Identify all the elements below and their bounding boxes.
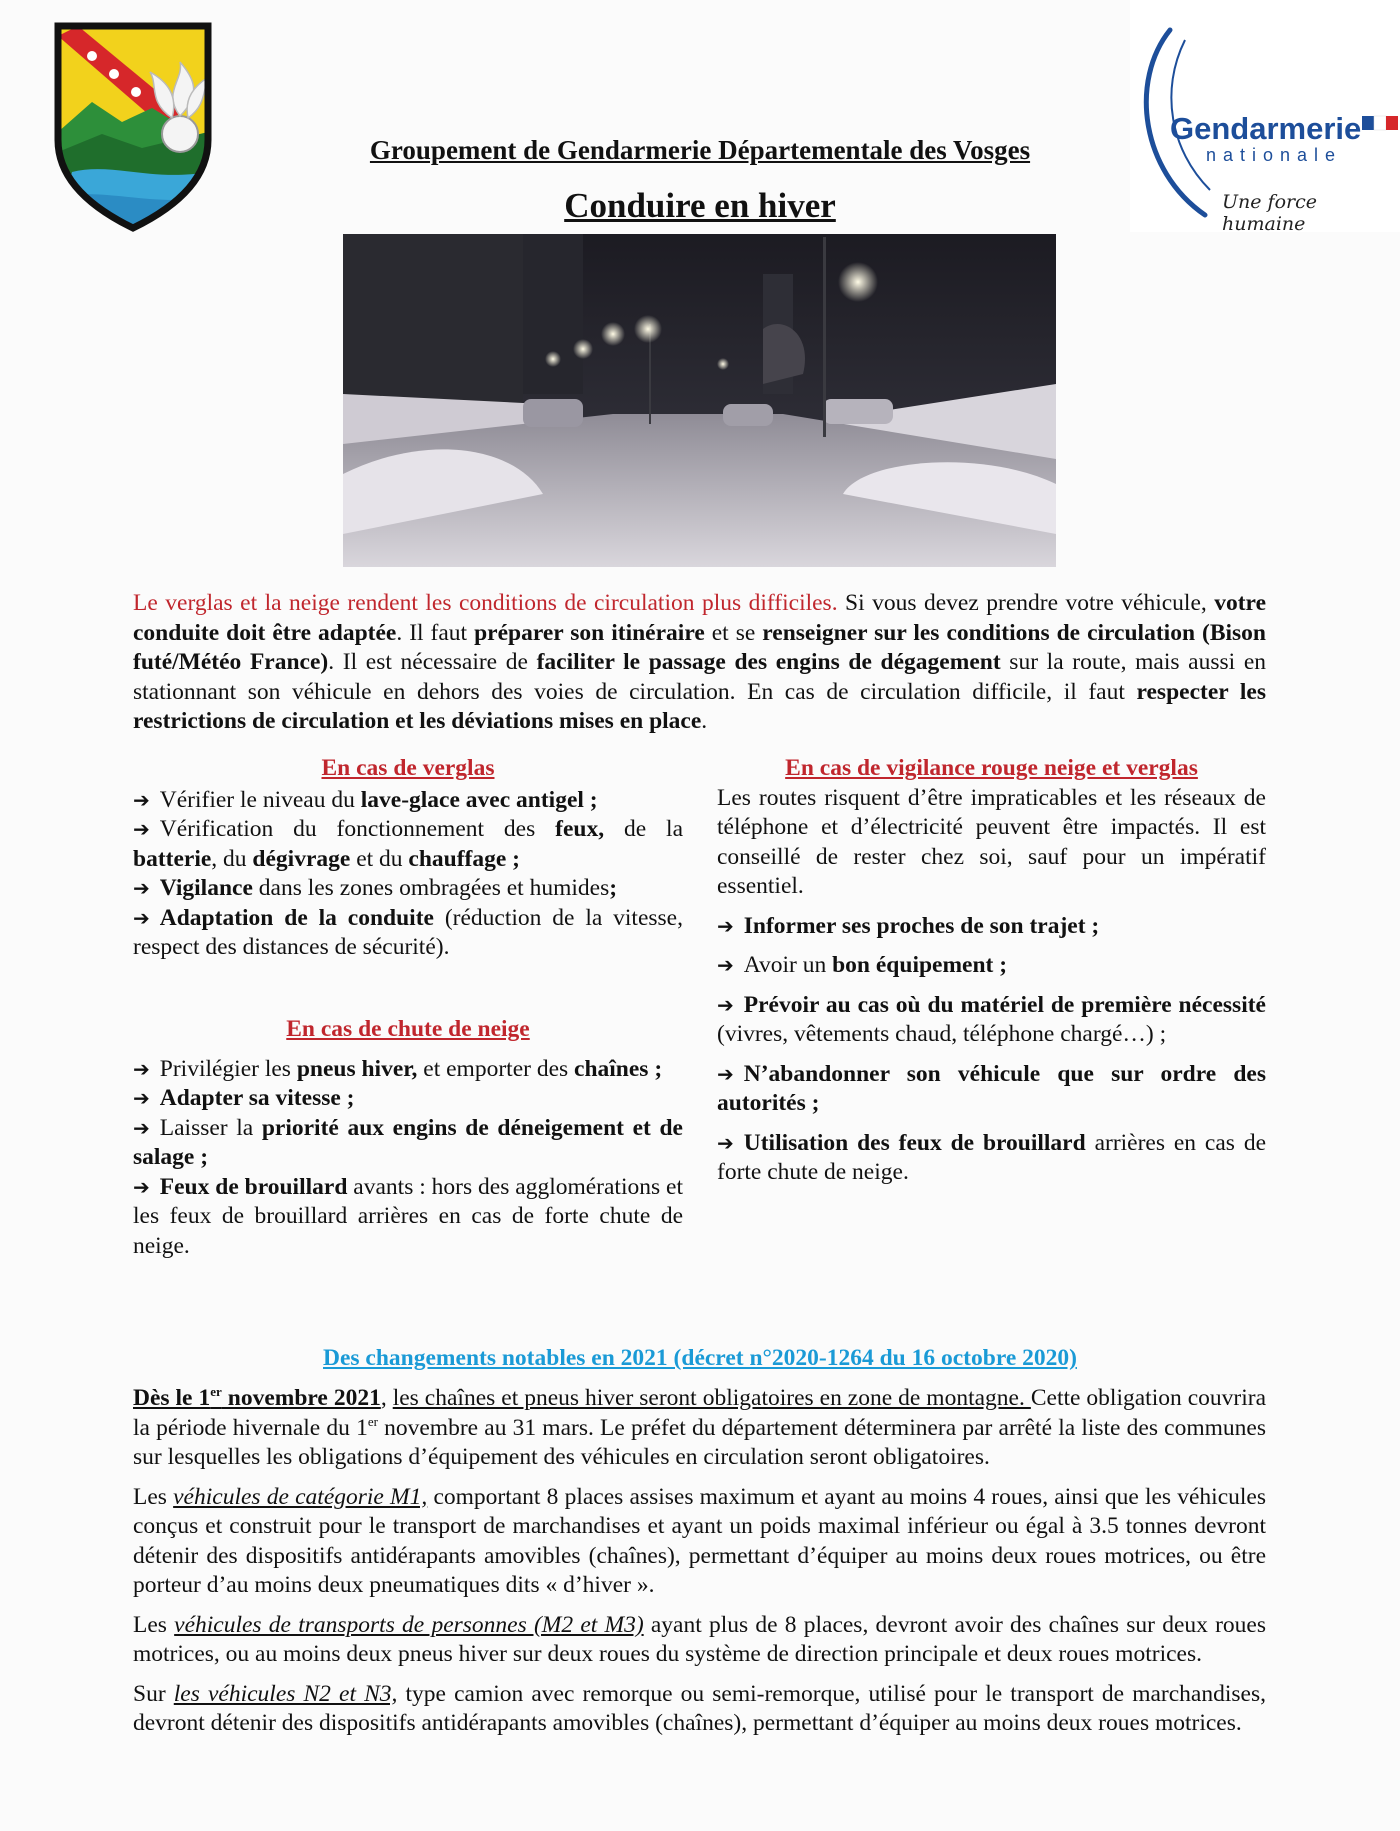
item-bold: Prévoir au cas où du matériel de première nécessité [743, 991, 1266, 1018]
list-item [717, 951, 1266, 981]
intro-bold: votre conduite doit être adaptée [133, 590, 1266, 646]
arrow-icon: ➔ [133, 905, 150, 930]
para-text: , [380, 1385, 393, 1411]
list-item [133, 1114, 683, 1173]
item-text: et du [350, 845, 409, 872]
list-item [133, 1055, 683, 1085]
list-item [133, 815, 683, 874]
vigilance-section [717, 754, 1266, 1198]
item-text: Privilégier les [159, 1055, 297, 1082]
para-text: comportant 8 places assises maximum et ayant au moins 4 roues, ainsi que les véhicules conçus et construit pour le transport de marchandises et ayant un poids maximal inférieur ou égal à 3.5 tonnes devront détenir des dispositifs antidérapants amovibles (chaînes), permettant d’équiper au moins deux roues motrices, ou être porteur d’au moins deux pneumatiques dits « d’hiver ». [133, 1483, 1266, 1598]
para-underlined: les véhicules N2 et N3, [173, 1680, 398, 1707]
para-text: ayant plus de 8 places, devront avoir des chaînes sur deux roues motrices, ou au moins deux pneus hiver sur deux roues du système de direction principale et deux roues motrices. [133, 1611, 1267, 1667]
item-text: (réduction de la vitesse, respect des distances de sécurité). [133, 904, 683, 960]
item-bold: Informer ses proches de son trajet ; [743, 912, 1100, 939]
item-bold: pneus hiver, [296, 1055, 418, 1082]
item-text: arrières en cas de forte chute de neige. [717, 1129, 1266, 1185]
changes-heading: Des changements notables en 2021 (décret n°2020-1264 du 16 octobre 2020) [323, 1345, 1077, 1371]
para-underlined: véhicules de catégorie M1, [173, 1483, 428, 1510]
intro-text: . Il faut [396, 619, 475, 646]
logo-tagline: Une force humaine [1222, 191, 1317, 235]
vigilance-paragraph: Les routes risquent d’être impraticables et les réseaux de téléphone et d’électricité peuvent être impactés. Il est conseillé de rester chez soi, sauf pour un impératif essentiel. [717, 784, 1266, 899]
para-text: Les [133, 1611, 175, 1638]
item-text: de la [604, 816, 683, 842]
date-text: novembre 2021 [221, 1385, 381, 1411]
item-bold: bon équipement ; [832, 952, 1008, 978]
item-text: , du [211, 845, 253, 872]
intro-bold: préparer son itinéraire [474, 619, 705, 646]
list-item [717, 991, 1266, 1050]
intro-text: et se [704, 619, 763, 646]
arrow-icon: ➔ [133, 1115, 150, 1140]
ordinal-sup: er [210, 1384, 222, 1399]
changes-paragraph-3 [133, 1611, 1266, 1670]
item-bold: batterie [133, 845, 212, 872]
item-bold: feux, [555, 816, 605, 842]
item-text: et emporter des [417, 1055, 575, 1082]
item-bold: N’abandonner son véhicule que sur ordre des autorités ; [717, 1060, 1266, 1116]
para-underlined: les chaînes et pneus hiver seront obligatoires en zone de montagne. [392, 1385, 1031, 1411]
item-bold: Adaptation de la conduite [159, 904, 434, 931]
verglas-section [133, 754, 683, 963]
intro-bold: renseigner sur les conditions de circulation (Bison futé/Météo France) [133, 619, 1266, 675]
list-item [717, 912, 1266, 942]
page-title: Conduire en hiver [564, 186, 836, 225]
neige-section [133, 1015, 683, 1261]
list-item [133, 786, 683, 816]
ordinal-sup: er [367, 1413, 378, 1429]
item-bold: lave-glace avec antigel ; [360, 786, 598, 813]
neige-heading: En cas de chute de neige [286, 1016, 530, 1042]
item-bold: ; [609, 875, 618, 901]
arrow-icon: ➔ [717, 1061, 734, 1086]
arrow-icon: ➔ [133, 1056, 150, 1081]
item-text: Vérifier le niveau du [159, 786, 361, 813]
list-item [133, 1173, 683, 1262]
item-text: Laisser la [159, 1114, 262, 1141]
intro-paragraph [133, 589, 1266, 737]
arrow-icon: ➔ [133, 817, 150, 841]
arrow-icon: ➔ [717, 953, 734, 977]
intro-warning: Le verglas et la neige rendent les conditions de circulation plus difficiles. [133, 590, 838, 616]
changes-paragraph-2 [133, 1483, 1266, 1601]
list-item [133, 874, 683, 904]
para-text: Cette obligation couvrira la période hivernale du 1 [133, 1385, 1266, 1441]
arrow-icon: ➔ [133, 1174, 150, 1199]
verglas-heading: En cas de verglas [321, 755, 495, 781]
logo-subtitle: nationale [1206, 145, 1343, 165]
changes-paragraph-4 [133, 1680, 1266, 1739]
intro-text: . Il est nécessaire de [328, 649, 537, 675]
date-text: Dès le 1 [133, 1385, 211, 1411]
item-bold: chaînes ; [574, 1055, 663, 1082]
item-text: dans les zones ombragées et humides [252, 875, 610, 901]
organization-title: Groupement de Gendarmerie Départementale des Vosges [369, 135, 1031, 165]
para-text: Sur [133, 1680, 174, 1707]
item-bold: Vigilance [159, 875, 253, 901]
item-text: Vérification du fonctionnement des [159, 816, 556, 842]
para-text: Les [133, 1483, 174, 1510]
list-item [133, 904, 683, 963]
list-item [133, 1084, 683, 1114]
list-item [717, 1060, 1266, 1119]
changes-body [133, 1384, 1266, 1749]
arrow-icon: ➔ [717, 1130, 734, 1155]
para-underlined: véhicules de transports de personnes (M2 et M3) [174, 1611, 644, 1638]
item-bold: Feux de brouillard [159, 1173, 348, 1200]
intro-text: sur la route, mais aussi en stationnant son véhicule en dehors des voies de circulation. En cas de circulation difficile, il faut [133, 649, 1266, 705]
arrow-icon: ➔ [717, 913, 734, 938]
arrow-icon: ➔ [133, 876, 150, 900]
item-bold: chauffage ; [408, 845, 521, 872]
item-text: Avoir un [743, 952, 833, 978]
vigilance-heading: En cas de vigilance rouge neige et verglas [785, 755, 1198, 781]
intro-bold: respecter les restrictions de circulation et les déviations mises en place [133, 678, 1266, 734]
intro-bold: faciliter le passage des engins de dégagement [536, 649, 1001, 675]
changes-paragraph-1 [133, 1384, 1266, 1473]
list-item [717, 1129, 1266, 1188]
para-text: type camion avec remorque ou semi-remorque, utilisé pour le transport de marchandises, devront détenir des dispositifs antidérapants amovibles (chaînes), permettant d’équiper au moins deux roues motrices. [133, 1680, 1266, 1736]
item-text: avants : hors des agglomérations et les feux de brouillard arrières en cas de forte chute de neige. [133, 1173, 683, 1259]
intro-text: . [701, 708, 708, 734]
item-bold: priorité aux engins de déneigement et de salage ; [133, 1114, 683, 1170]
item-bold: dégivrage [252, 845, 351, 872]
arrow-icon: ➔ [717, 992, 734, 1017]
arrow-icon: ➔ [133, 787, 150, 812]
snow-road-image [343, 234, 1056, 567]
intro-text: Si vous devez prendre votre véhicule, [837, 590, 1215, 616]
arrow-icon: ➔ [133, 1086, 150, 1110]
snowy-street-photo [343, 234, 1056, 567]
item-bold: Adapter sa vitesse ; [159, 1085, 355, 1111]
item-bold: Utilisation des feux de brouillard [743, 1129, 1086, 1156]
para-text: novembre au 31 mars. Le préfet du département déterminera par arrêté la liste des communes sur lesquelles les obligations d’équipement des véhicules en circulation seront obligatoires. [133, 1414, 1266, 1470]
logo-wordmark: Gendarmerie [1170, 111, 1362, 146]
item-text: (vivres, vêtements chaud, téléphone chargé…) ; [717, 1021, 1167, 1047]
